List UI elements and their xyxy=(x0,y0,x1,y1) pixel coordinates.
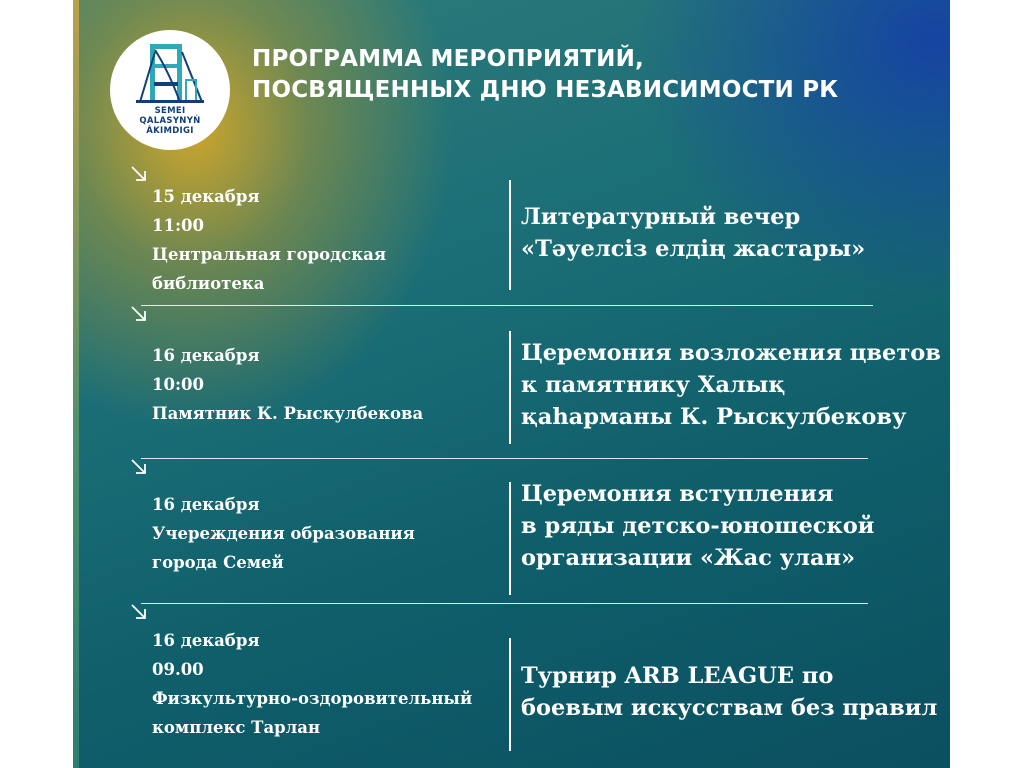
event-place-line: города Семей xyxy=(152,553,284,572)
event-time: 10:00 xyxy=(152,375,205,394)
arrow-down-right-icon xyxy=(128,163,150,185)
arrow-down-right-icon xyxy=(128,303,150,325)
event-1-title xyxy=(521,201,865,265)
event-2-title xyxy=(521,337,941,433)
event-date: 16 декабря xyxy=(152,631,260,650)
event-title-line: «Тәуелсіз елдің жастары» xyxy=(521,236,866,262)
event-4-details xyxy=(152,626,472,742)
event-place-line: Памятник К. Рыскулбекова xyxy=(152,404,424,423)
event-title-line: Литературный вечер xyxy=(521,204,801,230)
event-place-line: Учереждения образования xyxy=(152,524,415,543)
title-line-1: ПРОГРАММА МЕРОПРИЯТИЙ, xyxy=(252,46,644,72)
separator-line xyxy=(141,305,873,306)
column-divider xyxy=(509,638,511,751)
logo-text-line-2: QALASYNYŃ xyxy=(139,116,201,126)
event-place-line: библиотека xyxy=(152,274,265,293)
event-title-line: Турнир ARB LEAGUE по xyxy=(521,663,834,689)
event-time: 09.00 xyxy=(152,660,204,679)
logo-text-line-3: ÁKIMDIGI xyxy=(146,126,194,136)
event-3-title xyxy=(521,478,874,574)
event-title-line: организации «Жас улан» xyxy=(521,545,856,571)
event-title-line: қаһарманы К. Рыскулбекову xyxy=(521,404,907,430)
page-title xyxy=(252,44,912,106)
event-title-line: боевым искусствам без правил xyxy=(521,695,938,721)
arrow-down-right-icon xyxy=(128,601,150,623)
separator-line xyxy=(141,603,868,604)
event-place-line: Физкультурно-оздоровительный xyxy=(152,689,473,708)
arrow-down-right-icon xyxy=(128,456,150,478)
event-1-details xyxy=(152,182,386,298)
event-time: 11:00 xyxy=(152,216,205,235)
event-title-line: Церемония вступления xyxy=(521,481,834,507)
event-4-title xyxy=(521,660,937,724)
separator-line xyxy=(141,458,868,459)
column-divider xyxy=(509,331,511,444)
event-title-line: в ряды детско-юношеской xyxy=(521,513,875,539)
event-date: 16 декабря xyxy=(152,346,260,365)
event-place-line: комплекс Тарлан xyxy=(152,718,321,737)
city-logo xyxy=(110,30,230,150)
logo-text-line-1: SEMEI xyxy=(154,106,186,116)
event-title-line: к памятнику Халық xyxy=(521,372,786,398)
event-place-line: Центральная городская xyxy=(152,245,387,264)
title-line-2: ПОСВЯЩЕННЫХ ДНЮ НЕЗАВИСИМОСТИ РК xyxy=(252,77,839,103)
column-divider xyxy=(509,482,511,595)
column-divider xyxy=(509,180,511,290)
poster xyxy=(73,0,950,768)
event-date: 16 декабря xyxy=(152,495,260,514)
event-date: 15 декабря xyxy=(152,187,260,206)
event-3-details xyxy=(152,490,415,577)
event-title-line: Церемония возложения цветов xyxy=(521,340,941,366)
event-2-details xyxy=(152,341,423,428)
